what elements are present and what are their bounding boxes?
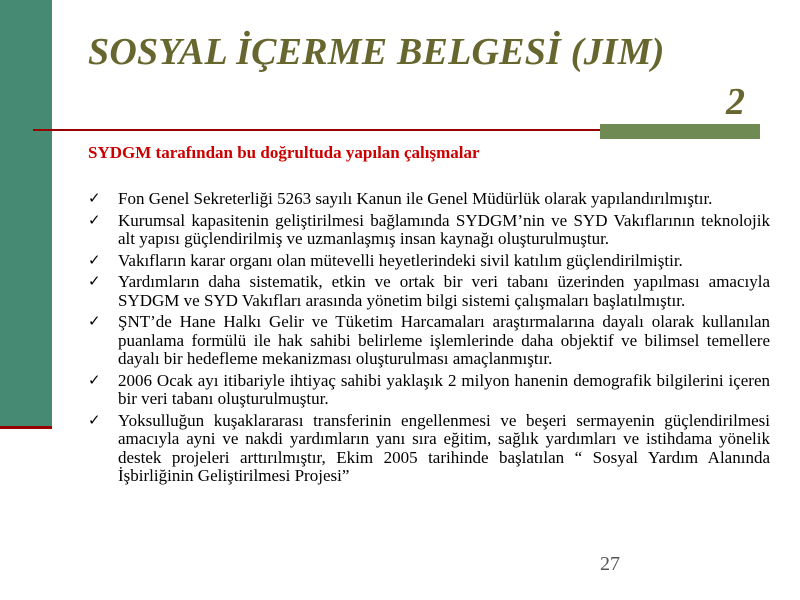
title-divider-block <box>600 124 760 139</box>
bullet-text: Yoksulluğun kuşaklararası transferinin engellenmesi ve beşeri sermayenin güçlendirilmesi amacıyla ayni ve nakdi yardımların yanı sıra eğitim, sağlık yardımları ve istihdama yönelik destek projeleri arttırılmıştır, Ekim 2005 tarihinde başlatılan “ Sosyal Yardım Alanında İşbirliğinin Geliştirilmesi Projesi” <box>118 410 770 485</box>
bullet-item <box>88 273 770 310</box>
bullet-text: ŞNT’de Hane Halkı Gelir ve Tüketim Harcamaları araştırmalarına dayalı olarak kullanılan puanlama formülü ile hak sahibi belirleme işlemlerinde daha objektif ve bilimsel temellere dayalı bir hedefleme mekanizması oluşturulması amaçlanmıştır. <box>118 312 770 368</box>
slide-subtitle: SYDGM tarafından bu doğrultuda yapılan çalışmalar <box>88 143 480 162</box>
bullet-item <box>88 372 770 409</box>
check-mark-icon: ✓ <box>88 212 101 229</box>
bullet-text: Yardımların daha sistematik, etkin ve ortak bir veri tabanı üzerinden yapılması amacıyla SYDGM ve SYD Vakıfları arasında yönetim bilgi sistemi çalışmaları başlatılmıştır. <box>118 272 770 310</box>
bullet-item <box>88 313 770 369</box>
check-mark-icon: ✓ <box>88 372 101 389</box>
check-mark-icon: ✓ <box>88 274 101 290</box>
bullet-item <box>88 190 770 209</box>
bullet-text: Vakıfların karar organı olan mütevelli heyetlerindeki sivil katılım güçlendirilmiştir. <box>118 250 683 270</box>
bullet-text: Fon Genel Sekreterliği 5263 sayılı Kanun ile Genel Müdürlük olarak yapılandırılmıştır. <box>118 189 713 208</box>
bullet-item <box>88 412 770 486</box>
check-mark-icon: ✓ <box>88 252 101 269</box>
slide-title: SOSYAL İÇERME BELGESİ (JIM) <box>88 31 665 73</box>
left-accent-bar <box>0 0 52 426</box>
check-mark-icon: ✓ <box>88 191 101 207</box>
slide-title-number: 2 <box>726 81 745 123</box>
check-mark-icon: ✓ <box>88 314 101 330</box>
bullet-text: Kurumsal kapasitenin geliştirilmesi bağlamında SYDGM’nin ve SYD Vakıflarının teknolojik alt yapısı güçlendirilmiş ve uzmanlaşmış insan kaynağı oluşturulmuştur. <box>118 210 770 248</box>
check-mark-icon: ✓ <box>88 412 101 429</box>
bullet-item <box>88 252 770 271</box>
left-accent-bar-underline <box>0 426 52 429</box>
bullet-item <box>88 212 770 249</box>
bullet-text: 2006 Ocak ayı itibariyle ihtiyaç sahibi yaklaşık 2 milyon hanenin demografik bilgilerini içeren bir veri tabanı oluşturulmuştur. <box>118 370 770 408</box>
page-number: 27 <box>600 553 620 575</box>
bullet-list <box>88 190 770 489</box>
